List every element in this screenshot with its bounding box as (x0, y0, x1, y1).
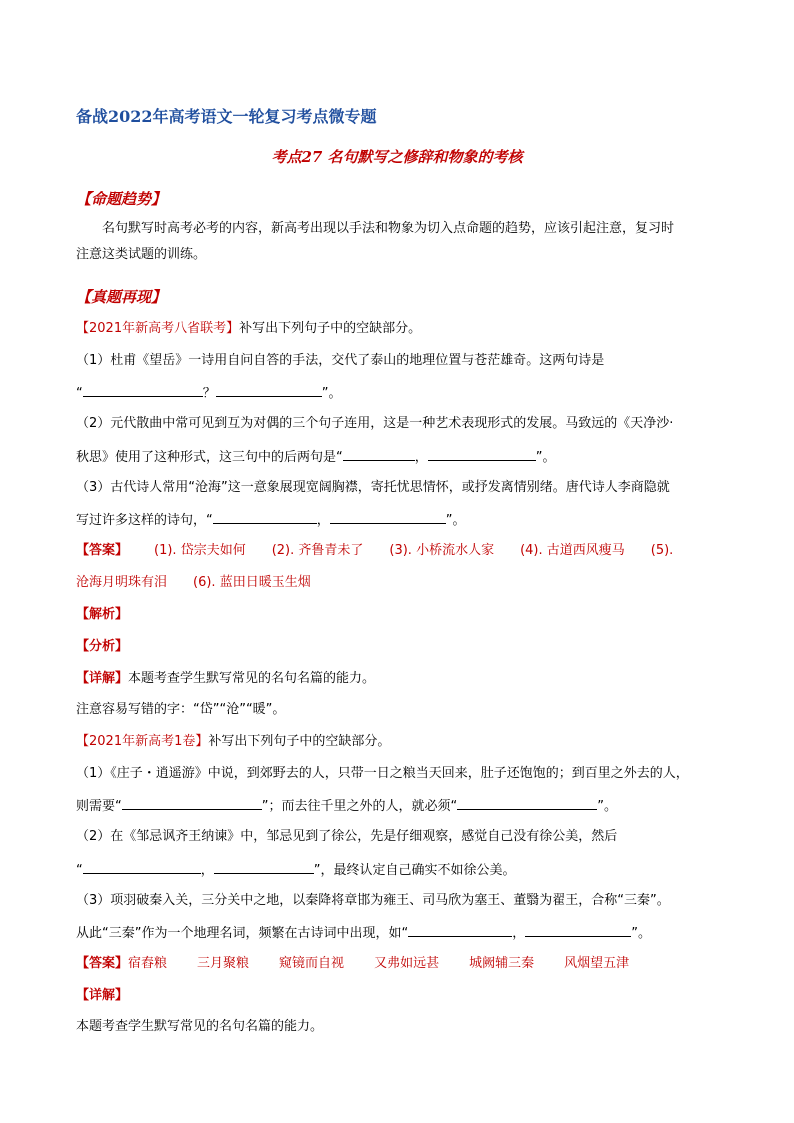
q2-s2-line-1: （2）在《邹忌讽齐王纳谏》中，邹忌见到了徐公，先是仔细观察，感觉自己没有徐公美，然后 (76, 829, 618, 844)
q1-s3-text: 写过许多这样的诗句，“ (76, 513, 213, 528)
q1-s3-blank-2[interactable] (330, 510, 446, 524)
q1-header (76, 320, 421, 338)
q2-answer-item: 城阙辅三秦 (469, 956, 535, 971)
q2-answers (76, 955, 629, 973)
q2-s3-comma: ， (512, 926, 526, 941)
q2-intro: 补写出下列句子中的空缺部分。 (208, 734, 391, 749)
q1-s2-close-quote: ”。 (535, 450, 556, 465)
q2-detail-label: 【详解】 (76, 988, 129, 1003)
section-real-heading: 【真题再现】 (76, 288, 167, 306)
q2-s1-blank-1[interactable] (122, 796, 262, 810)
q1-s1-question-mark: ？ (202, 386, 216, 401)
q1-answer-item: (6). 蓝田日暖玉生烟 (193, 575, 311, 590)
q1-answer-item: (3). 小桥流水人家 (389, 543, 495, 558)
q1-s2-blank-1[interactable] (343, 447, 415, 461)
q1-answer-item: (5). (650, 543, 674, 558)
trend-paragraph-line-2: 注意这类试题的训练。 (76, 247, 207, 262)
q1-intro: 补写出下列句子中的空缺部分。 (239, 321, 422, 336)
q1-detail-text: 本题考查学生默写常见的名句名篇的能力。 (128, 671, 376, 686)
q1-s3-comma: ， (316, 513, 330, 528)
q1-s3-line-1: （3）古代诗人常用“沧海”这一意象展现宽阔胸襟，寄托忧思情怀，或抒发离情别绪。唐代诗人李商隐就 (76, 480, 670, 495)
q2-s2-text-c: ”，最终认定自己确实不如徐公美。 (313, 863, 516, 878)
q1-s1-line-1: （1）杜甫《望岳》一诗用自问自答的手法，交代了泰山的地理位置与苍茫雄奇。这两句诗是 (76, 353, 605, 368)
q2-s3-close-quote: ”。 (631, 926, 651, 941)
q1-answers-line-2 (76, 574, 311, 592)
q1-s2-line-2 (76, 447, 556, 467)
q2-s2-line-2 (76, 860, 516, 880)
q1-answers-line-1 (76, 542, 673, 560)
q2-s2-open-quote: “ (76, 863, 83, 878)
q2-source: 【2021年新高考1卷】 (76, 734, 209, 749)
q1-answer-item: 沧海月明珠有泪 (76, 575, 168, 590)
q1-fenxi-label: 【分析】 (76, 639, 129, 654)
q1-s3-line-2 (76, 510, 466, 530)
q2-answer-item: 宿舂粮 (128, 956, 168, 971)
q2-s2-blank-1[interactable] (83, 860, 201, 874)
q2-s3-text: 从此“三秦”作为一个地理名词，频繁在古诗词中出现，如“ (76, 926, 409, 941)
q1-note: 注意容易写错的字：“岱”“沧”“暖”。 (76, 702, 286, 717)
q2-answer-label: 【答案】 (76, 956, 129, 971)
q1-detail (76, 670, 375, 688)
q1-answer-item: (4). 古道西风瘦马 (520, 543, 625, 558)
q1-s1-line-2 (76, 383, 342, 403)
q1-source: 【2021年新高考八省联考】 (76, 321, 240, 336)
q1-s1-open-quote: “ (76, 386, 83, 401)
q2-s2-comma: ， (200, 863, 214, 878)
q2-s1-blank-2[interactable] (457, 796, 597, 810)
section-trend-heading: 【命题趋势】 (76, 190, 167, 208)
q2-s1-text-a: 则需要“ (76, 799, 122, 814)
q2-header (76, 733, 390, 751)
q1-s2-text: 秋思》使用了这种形式，这三句中的后两句是“ (76, 450, 343, 465)
q1-s3-blank-1[interactable] (213, 510, 317, 524)
q2-s3-blank-1[interactable] (408, 923, 512, 937)
q1-s2-comma: ， (414, 450, 428, 465)
q1-s1-blank-1[interactable] (83, 383, 203, 397)
q2-detail-text: 本题考查学生默写常见的名句名篇的能力。 (76, 1019, 324, 1034)
sub-title: 考点27 名句默写之修辞和物象的考核 (271, 148, 523, 166)
q2-answer-item: 窥镜而自视 (279, 956, 345, 971)
q2-s1-line-1: （1）《庄子・逍遥游》中说，到郊野去的人，只带一日之粮当天回来，肚子还饱饱的；到百里之外去的人， (76, 766, 689, 781)
q2-s2-blank-2[interactable] (214, 860, 314, 874)
q1-detail-label: 【详解】 (76, 671, 129, 686)
q2-s3-line-2 (76, 923, 651, 943)
header-title: 备战2022年高考语文一轮复习考点微专题 (76, 107, 377, 126)
q1-s2-line-1: （2）元代散曲中常可见到互为对偶的三个句子连用，这是一种艺术表现形式的发展。马致远的《天净沙· (76, 416, 674, 431)
q2-s1-text-b: ”；而去往千里之外的人，就必须“ (261, 799, 458, 814)
q2-s1-line-2 (76, 796, 617, 816)
q1-s1-close-quote: ”。 (321, 386, 342, 401)
q1-answer-item: (2). 齐鲁青未了 (271, 543, 364, 558)
q2-answer-item: 三月聚粮 (197, 956, 250, 971)
q1-s3-close-quote: ”。 (445, 513, 466, 528)
q2-s1-close-quote: ”。 (597, 799, 617, 814)
q1-analysis-label: 【解析】 (76, 607, 129, 622)
q2-answer-item: 风烟望五津 (564, 956, 630, 971)
q1-s2-blank-2[interactable] (428, 447, 536, 461)
q1-answer-label: 【答案】 (76, 543, 129, 558)
q1-s1-blank-2[interactable] (216, 383, 322, 397)
q2-answer-item: 又弗如远甚 (374, 956, 440, 971)
trend-paragraph-line-1: 名句默写时高考必考的内容，新高考出现以手法和物象为切入点命题的趋势，应该引起注意，复习时 (102, 221, 675, 236)
q2-s3-line-1: （3）项羽破秦入关，三分关中之地，以秦降将章邯为雍王、司马欣为塞王、董翳为翟王，合称“三秦”。 (76, 893, 670, 908)
q2-s3-blank-2[interactable] (525, 923, 631, 937)
q1-answer-item: (1). 岱宗夫如何 (154, 543, 246, 558)
